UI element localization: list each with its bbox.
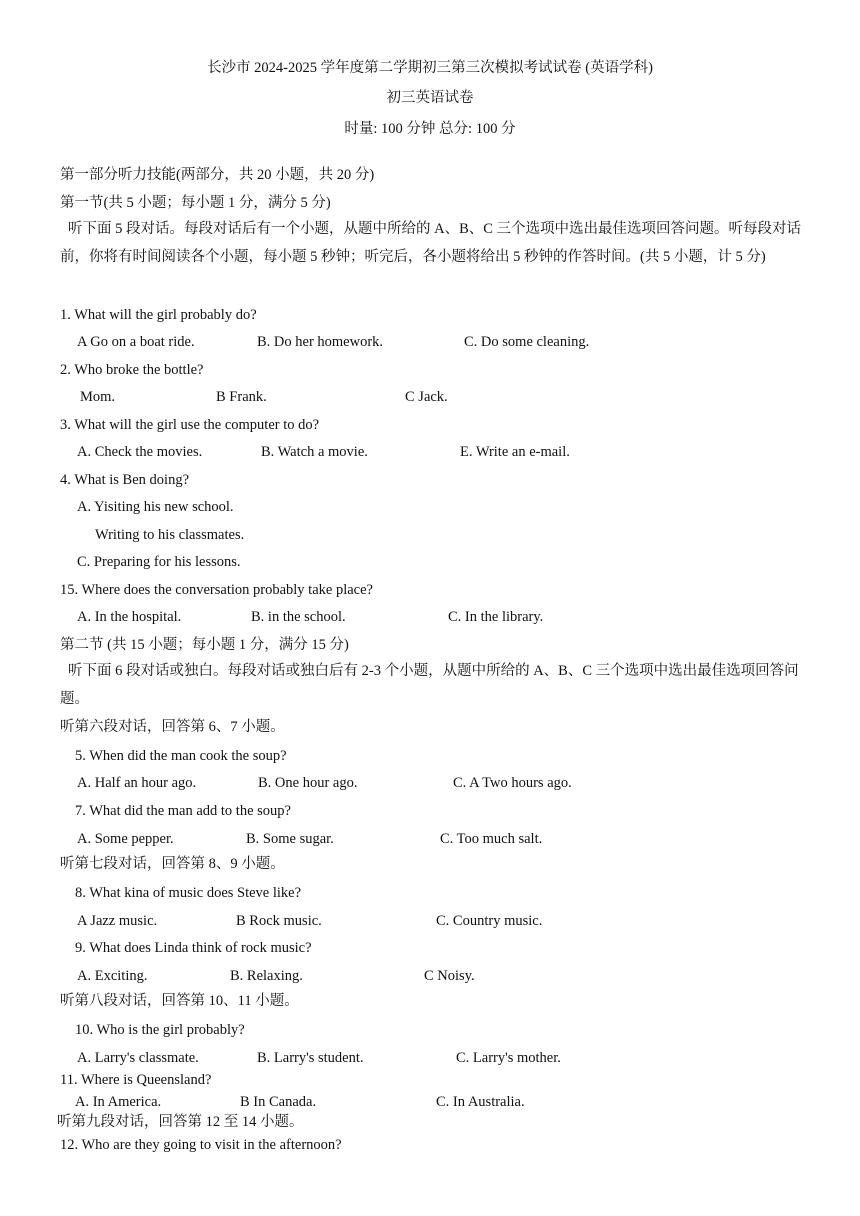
option-c: C. A Two hours ago. [453, 775, 572, 791]
question-text: 8. What kina of music does Steve like? [75, 885, 302, 901]
option-a: A. Check the movies. [77, 444, 203, 460]
exam-subtitle: 初三英语试卷 [386, 90, 474, 106]
option-c: C Noisy. [424, 968, 475, 984]
option-a: A. Larry's classmate. [77, 1050, 199, 1066]
question-text: 7. What did the man add to the soup? [75, 803, 291, 819]
option-b: B. Watch a movie. [261, 444, 368, 460]
question-text: 1. What will the girl probably do? [60, 307, 257, 323]
question-text: 5. When did the man cook the soup? [75, 748, 287, 764]
option-b: B. Some sugar. [246, 831, 334, 847]
question-text: 11. Where is Queensland? [60, 1072, 212, 1088]
option-a: A Jazz music. [77, 913, 158, 929]
question-text: 4. What is Ben doing? [60, 472, 190, 488]
dialogue-note: 听第九段对话，回答第 12 至 14 小题。 [57, 1114, 304, 1130]
option-b: B. Do her homework. [257, 334, 384, 350]
dialogue-note: 听第六段对话，回答第 6、7 小题。 [60, 719, 285, 735]
option-b: Writing to his classmates. [95, 527, 245, 543]
option-a: A. Some pepper. [77, 831, 174, 847]
question-text: 15. Where does the conversation probably take place? [60, 582, 373, 598]
option-c: C. Larry's mother. [456, 1050, 561, 1066]
option-a: A Go on a boat ride. [77, 334, 195, 350]
question-text: 10. Who is the girl probably? [75, 1022, 245, 1038]
option-a: A. In the hospital. [77, 609, 182, 625]
option-a: A. Yisiting his new school. [77, 499, 234, 515]
option-c: C. In the library. [448, 609, 544, 625]
option-c: C Jack. [405, 389, 448, 405]
option-b: B. Relaxing. [230, 968, 303, 984]
option-c: E. Write an e-mail. [460, 444, 570, 460]
question-text: 9. What does Linda think of rock music? [75, 940, 312, 956]
question-text: 2. Who broke the bottle? [60, 362, 204, 378]
section1-instructions: 听下面 5 段对话。每段对话后有一个小题，从题中所给的 A、B、C 三个选项中选出最佳选项回答问题。听每段对话前，你将有时间阅读各个小题，每小题 5 秒钟；听完后，各小题将给出 5 秒钟的作答时间。(共 5 小题，计 5 分) [60, 221, 802, 265]
question-text: 3. What will the girl use the computer to do? [60, 417, 320, 433]
option-a: A. Exciting. [77, 968, 148, 984]
option-c: C. Do some cleaning. [464, 334, 590, 350]
exam-title: 长沙市 2024-2025 学年度第二学期初三第三次模拟考试试卷 (英语学科) [207, 60, 653, 76]
option-b: B In Canada. [240, 1094, 317, 1110]
option-a: A. Half an hour ago. [77, 775, 197, 791]
option-c: C. Too much salt. [440, 831, 543, 847]
dialogue-note: 听第八段对话，回答第 10、11 小题。 [60, 993, 299, 1009]
option-b: B. Larry's student. [257, 1050, 364, 1066]
question-text: 12. Who are they going to visit in the afternoon? [60, 1137, 342, 1153]
option-c: C. Country music. [436, 913, 543, 929]
section1-heading: 第一节(共 5 小题；每小题 1 分，满分 5 分) [60, 195, 331, 211]
dialogue-note: 听第七段对话，回答第 8、9 小题。 [60, 856, 285, 872]
option-c: C. In Australia. [436, 1094, 525, 1110]
section2-instructions: 听下面 6 段对话或独白。每段对话或独白后有 2-3 个小题，从题中所给的 A、B、C 三个选项中选出最佳选项回答问题。 [60, 663, 799, 707]
option-b: B Frank. [216, 389, 267, 405]
time-info: 时量: 100 分钟 总分: 100 分 [344, 121, 516, 137]
option-b: B. One hour ago. [258, 775, 358, 791]
option-a: A. In America. [75, 1094, 162, 1110]
option-b: B. in the school. [251, 609, 346, 625]
option-b: B Rock music. [236, 913, 322, 929]
option-a: Mom. [80, 389, 116, 405]
section2-heading: 第二节 (共 15 小题；每小题 1 分，满分 15 分) [60, 637, 349, 653]
option-c: C. Preparing for his lessons. [77, 554, 241, 570]
part1-heading: 第一部分听力技能(两部分，共 20 小题，共 20 分) [60, 167, 375, 183]
